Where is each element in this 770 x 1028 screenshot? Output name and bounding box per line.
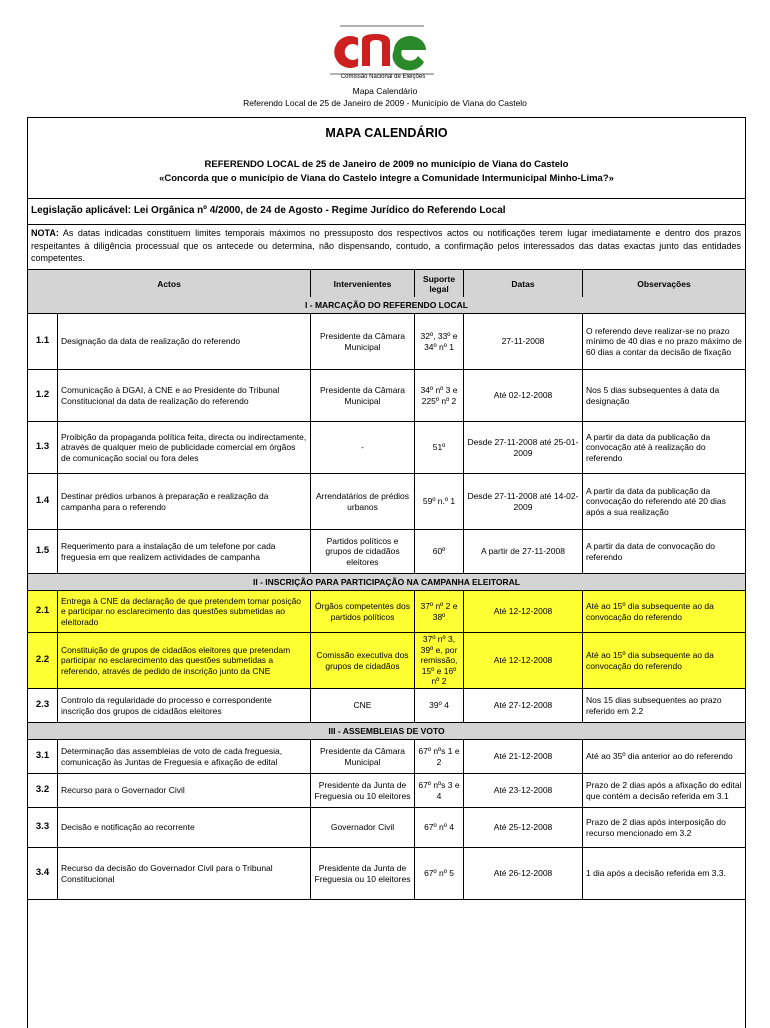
table-row [28, 370, 745, 422]
row-acto: Designação da data de realização do referendo [58, 314, 311, 369]
row-acto: Recurso para o Governador Civil [58, 774, 311, 807]
row-number: 2.3 [28, 689, 58, 722]
row-acto: Destinar prédios urbanos à preparação e realização da campanha para o referendo [58, 474, 311, 529]
note-paragraph [31, 227, 741, 265]
table-row [28, 591, 745, 633]
col-datas: Datas [464, 270, 583, 298]
row-observacoes: Prazo de 2 dias após interposição do recurso mencionado em 3.2 [586, 817, 726, 838]
row-number: 1.2 [28, 370, 58, 421]
table-header [28, 269, 745, 299]
row-intervenientes: Presidente da Junta de Freguesia ou 10 eleitores [311, 774, 415, 807]
logo-subtitle: Comissão Nacional de Eleições [340, 74, 426, 80]
col-suporte: Suporte legal [415, 270, 464, 298]
note-label: NOTA: [31, 228, 59, 238]
table-row [28, 474, 745, 530]
row-observacoes: 1 dia após a decisão referida em 3.3. [586, 868, 726, 879]
table-row [28, 633, 745, 689]
row-intervenientes: Comissão executiva dos grupos de cidadãos [311, 633, 415, 688]
row-intervenientes: - [311, 422, 415, 473]
row-acto: Decisão e notificação ao recorrente [58, 808, 311, 847]
row-data: Desde 27-11-2008 até 25-01-2009 [464, 422, 583, 473]
row-observacoes: Nos 5 dias subsequentes à data da designação [586, 385, 720, 406]
row-data: A partir de 27-11-2008 [464, 530, 583, 573]
row-data: Até 12-12-2008 [464, 633, 583, 688]
row-data: 27-11-2008 [464, 314, 583, 369]
referendum-question: «Concorda que o município de Viana do Castelo integre a Comunidade Intermunicipal Minho-Lima?» [159, 173, 614, 184]
table-row [28, 314, 745, 370]
row-data: Até 27-12-2008 [464, 689, 583, 722]
row-intervenientes: CNE [311, 689, 415, 722]
row-intervenientes: Governador Civil [311, 808, 415, 847]
row-suporte: 37º nº 3, 39º e, por remissão, 15º e 16º nº 2 [415, 633, 464, 688]
row-suporte: 67º nº 5 [415, 848, 464, 899]
header-title: Mapa Calendário [352, 86, 418, 96]
table-row [28, 740, 745, 774]
table-row [28, 848, 745, 900]
row-number: 3.2 [28, 774, 58, 807]
row-suporte: 60º [415, 530, 464, 573]
row-number: 1.4 [28, 474, 58, 529]
row-acto: Constituição de grupos de cidadãos eleitores que pretendam participar no esclarecimento das questões submetidas a referendo, através de pedido de inscrição junto da CNE [58, 633, 311, 688]
row-data: Desde 27-11-2008 até 14-02-2009 [464, 474, 583, 529]
row-data: Até 02-12-2008 [464, 370, 583, 421]
row-intervenientes: Órgãos competentes dos partidos políticos [311, 591, 415, 632]
row-intervenientes: Presidente da Câmara Municipal [311, 314, 415, 369]
row-intervenientes: Presidente da Junta de Freguesia ou 10 eleitores [311, 848, 415, 899]
row-observacoes: O referendo deve realizar-se no prazo mínimo de 40 dias e no prazo máximo de 60 dias a contar da decisão de fixação [586, 325, 742, 357]
header-subtitle: Referendo Local de 25 de Janeiro de 2009 - Município de Viana do Castelo [243, 98, 527, 108]
row-number: 3.3 [28, 808, 58, 847]
row-observacoes: A partir da data da publicação da convocação até à realização do referendo [586, 431, 711, 463]
row-acto: Controlo da regularidade do processo e correspondente inscrição dos grupos de cidadãos eleitores [58, 689, 311, 722]
document-title: MAPA CALENDÁRIO [325, 126, 448, 140]
note-text: As datas indicadas constituem limites temporais máximos no pressuposto dos respectivos actos ou notificações terem lugar imediatamente e dentro dos prazos respeitantes à diligência processual que os antecede ou determina, não dispensando, contudo, a confirmação pelos interessados das datas exactas junto das entidades competentes. [31, 228, 741, 263]
row-acto: Comunicação à DGAI, à CNE e ao Presidente do Tribunal Constitucional da data de realização do referendo [58, 370, 311, 421]
row-suporte: 37º nº 2 e 38º [415, 591, 464, 632]
row-acto: Entrega à CNE da declaração de que pretendem tomar posição e participar no esclarecimento das questões submetidas ao eleitorado [58, 591, 311, 632]
calendar-document [27, 117, 746, 1028]
row-data: Até 23-12-2008 [464, 774, 583, 807]
col-observacoes: Observações [637, 279, 691, 289]
row-data: Até 12-12-2008 [464, 591, 583, 632]
row-number: 3.4 [28, 848, 58, 899]
referendum-title: REFERENDO LOCAL de 25 de Janeiro de 2009 no município de Viana do Castelo [204, 159, 569, 170]
row-observacoes: A partir da data da publicação da convocação do referendo até 20 dias após a sua realização [586, 485, 726, 517]
row-suporte: 51º [415, 422, 464, 473]
row-intervenientes: Partidos políticos e grupos de cidadãos eleitores [311, 530, 415, 573]
row-number: 2.1 [28, 591, 58, 632]
row-suporte: 67º nºs 3 e 4 [415, 774, 464, 807]
table-row [28, 808, 745, 848]
table-row [28, 530, 745, 574]
row-number: 2.2 [28, 633, 58, 688]
row-observacoes: Prazo de 2 dias após a afixação do edital que contém a decisão referida em 3.1 [586, 780, 742, 801]
row-acto: Recurso da decisão do Governador Civil para o Tribunal Constitucional [58, 848, 311, 899]
col-actos: Actos [28, 270, 311, 298]
row-data: Até 21-12-2008 [464, 740, 583, 773]
col-intervenientes: Intervenientes [311, 270, 415, 298]
row-number: 1.5 [28, 530, 58, 573]
legislation-row [28, 198, 745, 225]
row-number: 1.1 [28, 314, 58, 369]
row-suporte: 34º nº 3 e 225º nº 2 [415, 370, 464, 421]
row-observacoes: Até ao 15º dia subsequente ao da convocação do referendo [583, 591, 745, 632]
row-intervenientes: Presidente da Câmara Municipal [311, 370, 415, 421]
row-acto: Proibição da propaganda política feita, directa ou indirectamente, através de qualquer meio de publicidade comercial em órgãos de comunicação social ou fora deles [58, 422, 311, 473]
row-suporte: 59º n.º 1 [415, 474, 464, 529]
row-acto: Requerimento para a instalação de um telefone por cada freguesia em que realizem actividades de campanha [58, 530, 311, 573]
row-intervenientes: Presidente da Câmara Municipal [311, 740, 415, 773]
row-observacoes: Até ao 35º dia anterior ao do referendo [586, 751, 733, 762]
row-suporte: 32º, 33º e 34º nº 1 [415, 314, 464, 369]
row-suporte: 67º nºs 1 e 2 [415, 740, 464, 773]
row-data: Até 25-12-2008 [464, 808, 583, 847]
row-observacoes: A partir da data de convocação do referendo [586, 541, 716, 562]
row-observacoes: Até ao 15º dia subsequente ao da convocação do referendo [583, 633, 745, 688]
legislation-text: Legislação aplicável: Lei Orgânica nº 4/2000, de 24 de Agosto - Regime Jurídico do Referendo Local [31, 205, 506, 216]
row-number: 1.3 [28, 422, 58, 473]
row-suporte: 39º 4 [415, 689, 464, 722]
row-intervenientes: Arrendatários de prédios urbanos [311, 474, 415, 529]
row-acto: Determinação das assembleias de voto de cada freguesia, comunicação às Juntas de Freguesia e afixação de edital [58, 740, 311, 773]
row-observacoes: Nos 15 dias subsequentes ao prazo referido em 2.2 [586, 695, 722, 716]
row-suporte: 67º nº 4 [415, 808, 464, 847]
section-header: III - ASSEMBLEIAS DE VOTO [28, 723, 745, 740]
table-row [28, 774, 745, 808]
section-header: I - MARCAÇÃO DO REFERENDO LOCAL [28, 297, 745, 314]
row-data: Até 26-12-2008 [464, 848, 583, 899]
row-number: 3.1 [28, 740, 58, 773]
table-row [28, 422, 745, 474]
section-header: II - INSCRIÇÃO PARA PARTICIPAÇÃO NA CAMPANHA ELEITORAL [28, 574, 745, 591]
table-row [28, 689, 745, 723]
